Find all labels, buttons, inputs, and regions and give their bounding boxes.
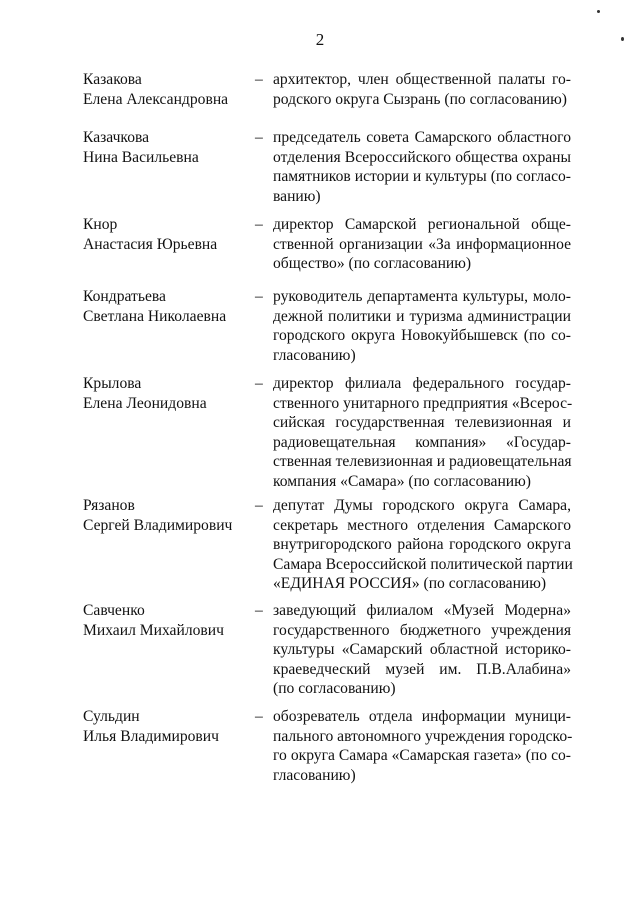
member-role-line: радиовещательная компания» «Государ- — [273, 433, 571, 451]
member-role-line: депутат Думы городского округа Самара, — [273, 497, 571, 514]
member-given-names: Илья Владимирович — [83, 727, 219, 745]
member-surname: Кнор — [83, 216, 118, 233]
member-role-line: директор Самарской региональной обще- — [273, 216, 571, 233]
member-role-line: секретарь местного отделения Самарского — [273, 516, 571, 534]
member-surname: Савченко — [83, 602, 145, 619]
member-role-line: внутригородского района городского округа — [273, 536, 571, 553]
member-surname: Казачкова — [83, 129, 150, 146]
member-name — [83, 215, 253, 254]
member-role-line: Самара Всероссийской политической партии — [273, 555, 573, 573]
member-role-line: сийская государственная телевизионная и — [273, 414, 571, 431]
member-name — [83, 707, 253, 746]
member-role-line: председатель совета Самарского областного — [273, 129, 571, 146]
member-role — [273, 287, 571, 365]
member-role-line: ванию) — [273, 187, 321, 205]
member-dash: – — [255, 288, 263, 305]
member-role-line: культуры «Самарский областной историко- — [273, 641, 571, 658]
member-given-names: Нина Васильевна — [83, 148, 199, 166]
scan-speck — [621, 37, 624, 41]
member-role-line: общество» (по согласованию) — [273, 255, 472, 272]
member-role-line: (по согласованию) — [273, 680, 396, 697]
member-name — [83, 601, 253, 640]
member-role-line: городского округа Новокуйбышевск (по со- — [273, 327, 571, 344]
member-role-line: гласованию) — [273, 346, 356, 364]
member-surname: Рязанов — [83, 497, 135, 514]
member-role-line: компания «Самара» (по согласованию) — [273, 472, 531, 490]
member-name — [83, 374, 253, 413]
member-role-line: ственной организации «За информационное — [273, 235, 571, 253]
member-role-line: отделения Всероссийского общества охраны — [273, 148, 571, 166]
member-role-line: памятников истории и культуры (по согласо- — [273, 168, 571, 185]
member-role-line: заведующий филиалом «Музей Модерна» — [273, 602, 571, 619]
member-role-line: гласованию) — [273, 766, 356, 784]
member-surname: Казакова — [83, 71, 142, 88]
member-given-names: Елена Александровна — [83, 90, 229, 108]
member-role-line: ственная телевизионная и радиовещательная — [273, 453, 572, 470]
member-given-names: Светлана Николаевна — [83, 307, 227, 325]
member-dash: – — [255, 216, 263, 233]
member-name — [83, 128, 253, 167]
member-name — [83, 496, 253, 535]
member-surname: Сульдин — [83, 708, 140, 725]
member-role-line: государственного бюджетного учреждения — [273, 621, 571, 639]
member-role — [273, 496, 571, 594]
scan-speck — [597, 10, 600, 13]
member-name — [83, 70, 253, 109]
member-role — [273, 707, 571, 785]
member-dash: – — [255, 497, 263, 514]
member-dash: – — [255, 375, 263, 392]
member-role — [273, 601, 571, 699]
member-role-line: пального автономного учреждения городско- — [273, 727, 573, 745]
member-role-line: руководитель департамента культуры, моло- — [273, 288, 571, 305]
member-role — [273, 374, 571, 491]
member-role-line: краеведческий музей им. П.В.Алабина» — [273, 660, 571, 678]
member-role — [273, 215, 571, 274]
member-role-line: архитектор, член общественной палаты го- — [273, 71, 571, 88]
member-role-line: родского округа Сызрань (по согласованию) — [273, 90, 567, 108]
member-role-line: дежной политики и туризма администрации — [273, 307, 571, 325]
member-role-line: ственного унитарного предприятия «Всерос- — [273, 394, 573, 412]
member-given-names: Елена Леонидовна — [83, 394, 207, 412]
page-number: 2 — [315, 30, 325, 49]
member-given-names: Сергей Владимирович — [83, 516, 233, 534]
member-dash: – — [255, 129, 263, 146]
member-role — [273, 70, 571, 109]
member-dash: – — [255, 708, 263, 725]
member-role-line: обозреватель отдела информации муници- — [273, 708, 571, 725]
member-role — [273, 128, 571, 206]
member-surname: Крылова — [83, 375, 142, 392]
member-role-line: директор филиала федерального государ- — [273, 375, 571, 392]
member-role-line: го округа Самара «Самарская газета» (по со- — [273, 747, 571, 764]
member-role-line: «ЕДИНАЯ РОССИЯ» (по согласованию) — [273, 575, 547, 592]
member-name — [83, 287, 253, 326]
member-dash: – — [255, 602, 263, 619]
member-given-names: Михаил Михайлович — [83, 621, 224, 639]
member-dash: – — [255, 71, 263, 88]
member-surname: Кондратьева — [83, 288, 166, 305]
member-given-names: Анастасия Юрьевна — [83, 235, 218, 253]
